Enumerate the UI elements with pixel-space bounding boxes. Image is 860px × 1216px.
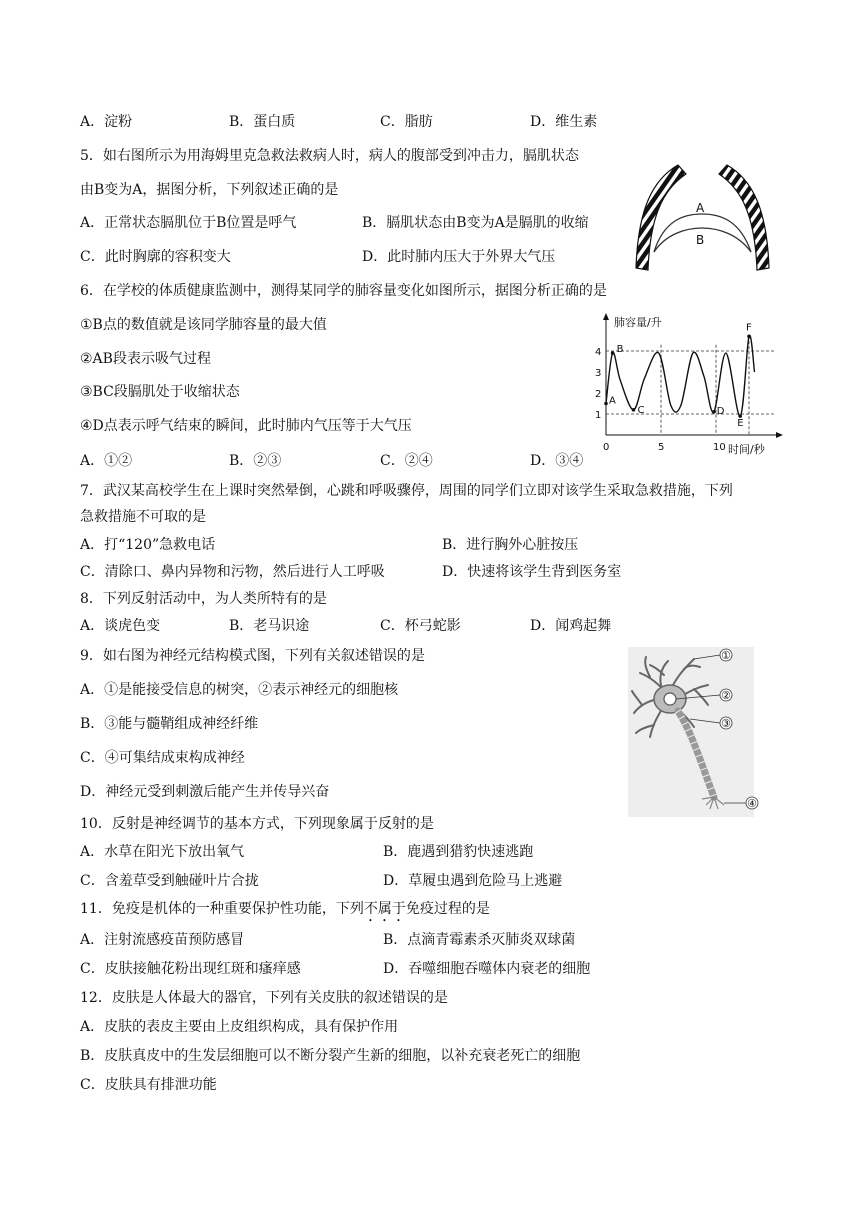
right-rib-wall [719, 165, 769, 270]
q4-option-d: D．维生素 [530, 114, 598, 130]
point-label-A: A [609, 395, 616, 407]
point-label-B: B [616, 344, 624, 356]
x-axis-arrow [776, 432, 783, 438]
q11-option-d: D．吞噬细胞吞噬体内衰老的细胞 [383, 961, 591, 977]
q6-statement-1: ①B点的数值就是该同学肺容量的最大值 [80, 317, 327, 333]
q12-stem: 12．皮肤是人体最大的器官，下列有关皮肤的叙述错误的是 [80, 990, 448, 1006]
q9-option-b: B．③能与髓鞘组成神经纤维 [80, 716, 259, 732]
point-label-C: C [637, 404, 645, 416]
q12-option-a: A．皮肤的表皮主要由上皮组织构成，具有保护作用 [80, 1019, 399, 1035]
point-label-E: E [737, 418, 744, 430]
label-2: ② [721, 689, 731, 702]
q10-option-a: A．水草在阳光下放出氧气 [80, 844, 245, 860]
q7-stem-line1: 7．武汉某高校学生在上课时突然晕倒，心跳和呼吸骤停，周围的同学们立即对该学生采取急救措施，下列 [80, 483, 733, 499]
q5-stem-line1: 5．如右图所示为用海姆里克急救法救病人时，病人的腹部受到冲击力，膈肌状态 [80, 148, 579, 164]
q9-option-c: C．④可集结成束构成神经 [80, 750, 245, 766]
q11-option-b: B．点滴青霉素杀灭肺炎双球菌 [383, 932, 576, 948]
q10-option-b: B．鹿遇到猎豹快速逃跑 [383, 844, 534, 860]
label-1: ① [721, 649, 731, 662]
point-F [747, 335, 751, 339]
q4-option-b: B．蛋白质 [229, 114, 296, 130]
x-tick-0: 0 [603, 442, 610, 453]
label-3: ③ [721, 717, 731, 730]
q12-option-c: C．皮肤具有排泄功能 [80, 1077, 217, 1093]
point-A [604, 402, 608, 406]
y-axis-label: 肺容量/升 [614, 316, 662, 329]
q5-option-d: D．此时肺内压大于外界大气压 [362, 249, 556, 265]
y-tick-2: 2 [595, 389, 602, 400]
q6-option-a: A．①② [80, 453, 133, 469]
q6-statement-3: ③BC段膈肌处于收缩状态 [80, 384, 240, 400]
q8-option-a: A．谈虎色变 [80, 618, 161, 634]
point-label-D: D [716, 405, 725, 417]
label-4: ④ [747, 797, 757, 810]
nucleus [664, 693, 676, 705]
q12-option-b: B．皮肤真皮中的生发层细胞可以不断分裂产生新的细胞，以补充衰老死亡的细胞 [80, 1048, 581, 1064]
q10-stem: 10．反射是神经调节的基本方式，下列现象属于反射的是 [80, 816, 434, 832]
q6-stem: 6．在学校的体质健康监测中，测得某同学的肺容量变化如图所示，据图分析正确的是 [80, 283, 607, 299]
q10-option-d: D．草履虫遇到危险马上逃避 [383, 873, 563, 889]
q11-stem [80, 900, 490, 925]
q10-option-c: C．含羞草受到触碰叶片合拢 [80, 873, 259, 889]
q8-option-d: D．闻鸡起舞 [530, 618, 612, 634]
diaphragm-label-a: A [696, 201, 705, 215]
q11-stem-pre: 11．免疫是机体的一种重要保护性功能，下列 [80, 901, 364, 917]
point-B [611, 351, 615, 355]
x-tick-10: 10 [713, 442, 726, 453]
point-label-F: F [746, 322, 752, 334]
neuron-figure [628, 647, 768, 819]
q4-option-c: C．脂肪 [380, 114, 433, 130]
q11-stem-post: 免疫过程的是 [405, 901, 490, 917]
q7-option-b: B．进行胸外心脏按压 [442, 537, 579, 553]
q6-statement-2: ②AB段表示吸气过程 [80, 351, 211, 367]
q8-option-b: B．老马识途 [229, 618, 310, 634]
q7-option-c: C．清除口、鼻内异物和污物，然后进行人工呼吸 [80, 564, 385, 580]
point-C [632, 408, 636, 412]
q6-option-d: D．③④ [530, 453, 584, 469]
q7-option-a: A．打“120”急救电话 [80, 537, 216, 553]
y-tick-1: 1 [595, 410, 602, 421]
q8-option-c: C．杯弓蛇影 [380, 618, 461, 634]
y-tick-4: 4 [595, 347, 602, 358]
x-tick-5: 5 [658, 442, 665, 453]
q11-option-a: A．注射流感疫苗预防感冒 [80, 932, 245, 948]
q5-option-b: B．膈肌状态由B变为A是膈肌的收缩 [362, 215, 589, 231]
diaphragm-label-b: B [696, 233, 705, 247]
x-axis-label: 时间/秒 [728, 443, 765, 456]
q4-option-a: A．淀粉 [80, 114, 133, 130]
q6-statement-4: ④D点表示呼气结束的瞬间，此时肺内气压等于大气压 [80, 418, 412, 434]
diaphragm-figure [630, 160, 775, 275]
q11-option-c: C．皮肤接触花粉出现红斑和瘙痒感 [80, 961, 301, 977]
point-D [712, 410, 716, 414]
q6-option-b: B．②③ [229, 453, 282, 469]
y-axis-arrow [603, 313, 609, 320]
q7-option-d: D．快速将该学生背到医务室 [442, 564, 622, 580]
q7-stem-line2: 急救措施不可取的是 [80, 509, 206, 525]
q9-option-a: A．①是能接受信息的树突，②表示神经元的细胞核 [80, 682, 399, 698]
q9-stem: 9．如右图为神经元结构模式图，下列有关叙述错误的是 [80, 648, 425, 664]
q11-stem-emphasis: 不属于 [363, 901, 406, 917]
q5-stem-line2: 由B变为A，据图分析，下列叙述正确的是 [80, 182, 339, 198]
left-rib-wall [636, 165, 686, 270]
lung-volume-chart [588, 310, 788, 460]
lung-volume-series [606, 335, 755, 416]
q8-stem: 8．下列反射活动中，为人类所特有的是 [80, 591, 327, 607]
q5-option-c: C．此时胸廓的容积变大 [80, 249, 231, 265]
q5-option-a: A．正常状态膈肌位于B位置是呼气 [80, 215, 297, 231]
q6-option-c: C．②④ [380, 453, 433, 469]
q9-option-d: D．神经元受到刺激后能产生并传导兴奋 [80, 784, 330, 800]
y-tick-3: 3 [595, 368, 602, 379]
